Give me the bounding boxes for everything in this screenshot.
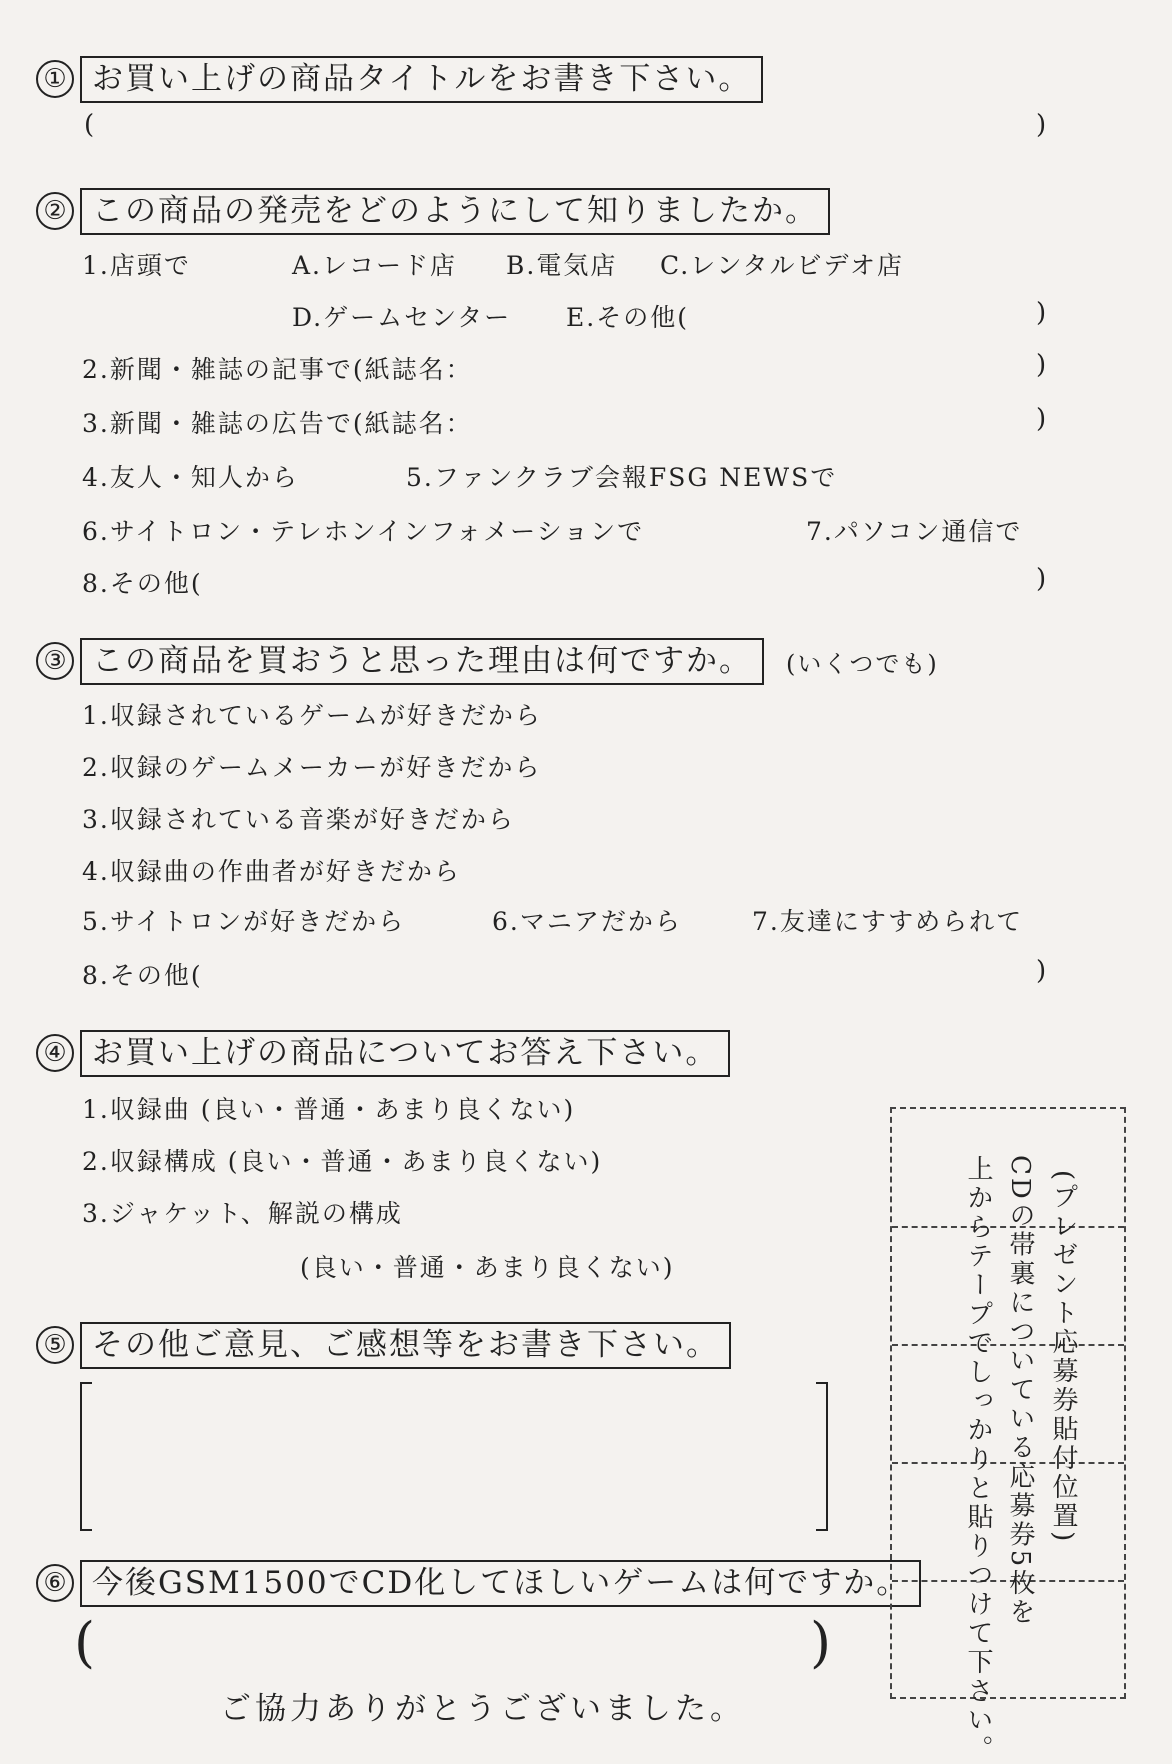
option-line: 7.友達にすすめられて [752, 907, 1024, 936]
option-line: 4.友人・知人から [82, 463, 299, 492]
comment-bracket-left [80, 1382, 92, 1531]
question-4-header [36, 1030, 730, 1077]
question-number: ⑥ [36, 1564, 74, 1602]
question-1-header [36, 56, 763, 103]
question-5-header [36, 1322, 731, 1369]
option-line: D.ゲームセンター [292, 303, 512, 332]
option-line: B.電気店 [506, 251, 618, 280]
question-title: お買い上げの商品タイトルをお書き下さい。 [80, 56, 763, 103]
option-line: 2.収録のゲームメーカーが好きだから [82, 753, 542, 782]
answer-paren-close: ) [1036, 298, 1047, 328]
answer-paren-close: ) [1036, 564, 1047, 594]
option-line: 1.収録曲 (良い・普通・あまり良くない) [82, 1095, 576, 1124]
option-line: 4.収録曲の作曲者が好きだから [82, 857, 461, 886]
option-line: 6.マニアだから [492, 907, 682, 936]
question-number: ① [36, 60, 74, 98]
option-line: 2.新聞・雑誌の記事で(紙誌名： [82, 355, 473, 384]
question-note: (いくつでも) [786, 649, 939, 678]
coupon-title: (プレゼント応募券貼付位置) [1048, 1170, 1078, 1545]
answer-paren-close: ) [1036, 350, 1047, 380]
option-line: 6.サイトロン・テレホンインフォメーションで [82, 517, 645, 546]
question-2-header [36, 188, 830, 235]
question-title: この商品の発売をどのようにして知りましたか。 [80, 188, 830, 235]
option-line: 1.店頭で [82, 251, 191, 280]
coupon-instruction-1: CDの帯裏についている応募券5枚を [1005, 1155, 1035, 1628]
coupon-instruction-2: 上からテープでしっかりと貼りつけて下さい。 [963, 1155, 993, 1764]
question-title: この商品を買おうと思った理由は何ですか。 [80, 638, 764, 685]
question-3-header [36, 638, 939, 685]
question-number: ② [36, 192, 74, 230]
answer-paren-close: ) [1036, 110, 1047, 140]
option-line: 2.収録構成 (良い・普通・あまり良くない) [82, 1147, 603, 1176]
option-line: E.その他( [566, 303, 689, 332]
option-line: 5.サイトロンが好きだから [82, 907, 406, 936]
option-line: 7.パソコン通信で [806, 517, 1023, 546]
option-line: A.レコード店 [292, 251, 458, 280]
question-title: その他ご意見、ご感想等をお書き下さい。 [80, 1322, 731, 1369]
answer-paren-open: ( [84, 110, 95, 140]
thanks-message: ご協力ありがとうございました。 [220, 1691, 745, 1727]
option-line: C.レンタルビデオ店 [660, 251, 905, 280]
option-line: 3.収録されている音楽が好きだから [82, 805, 515, 834]
answer-paren-open: ( [74, 1611, 96, 1674]
question-title: お買い上げの商品についてお答え下さい。 [80, 1030, 730, 1077]
option-line: 1.収録されているゲームが好きだから [82, 701, 542, 730]
option-line: 5.ファンクラブ会報FSG NEWSで [406, 463, 838, 492]
comment-bracket-right [816, 1382, 828, 1531]
question-number: ④ [36, 1034, 74, 1072]
question-6-header [36, 1560, 921, 1607]
question-number: ⑤ [36, 1326, 74, 1364]
answer-paren-close: ) [1036, 956, 1047, 986]
option-line: 3.ジャケット、解説の構成 [82, 1199, 403, 1228]
option-line: 8.その他( [82, 961, 203, 990]
question-number: ③ [36, 642, 74, 680]
answer-paren-close: ) [810, 1611, 832, 1674]
option-line: 3.新聞・雑誌の広告で(紙誌名： [82, 409, 473, 438]
option-line: (良い・普通・あまり良くない) [300, 1253, 675, 1282]
question-title: 今後GSM1500でCD化してほしいゲームは何ですか。 [80, 1560, 921, 1607]
answer-paren-close: ) [1036, 404, 1047, 434]
option-line: 8.その他( [82, 569, 203, 598]
